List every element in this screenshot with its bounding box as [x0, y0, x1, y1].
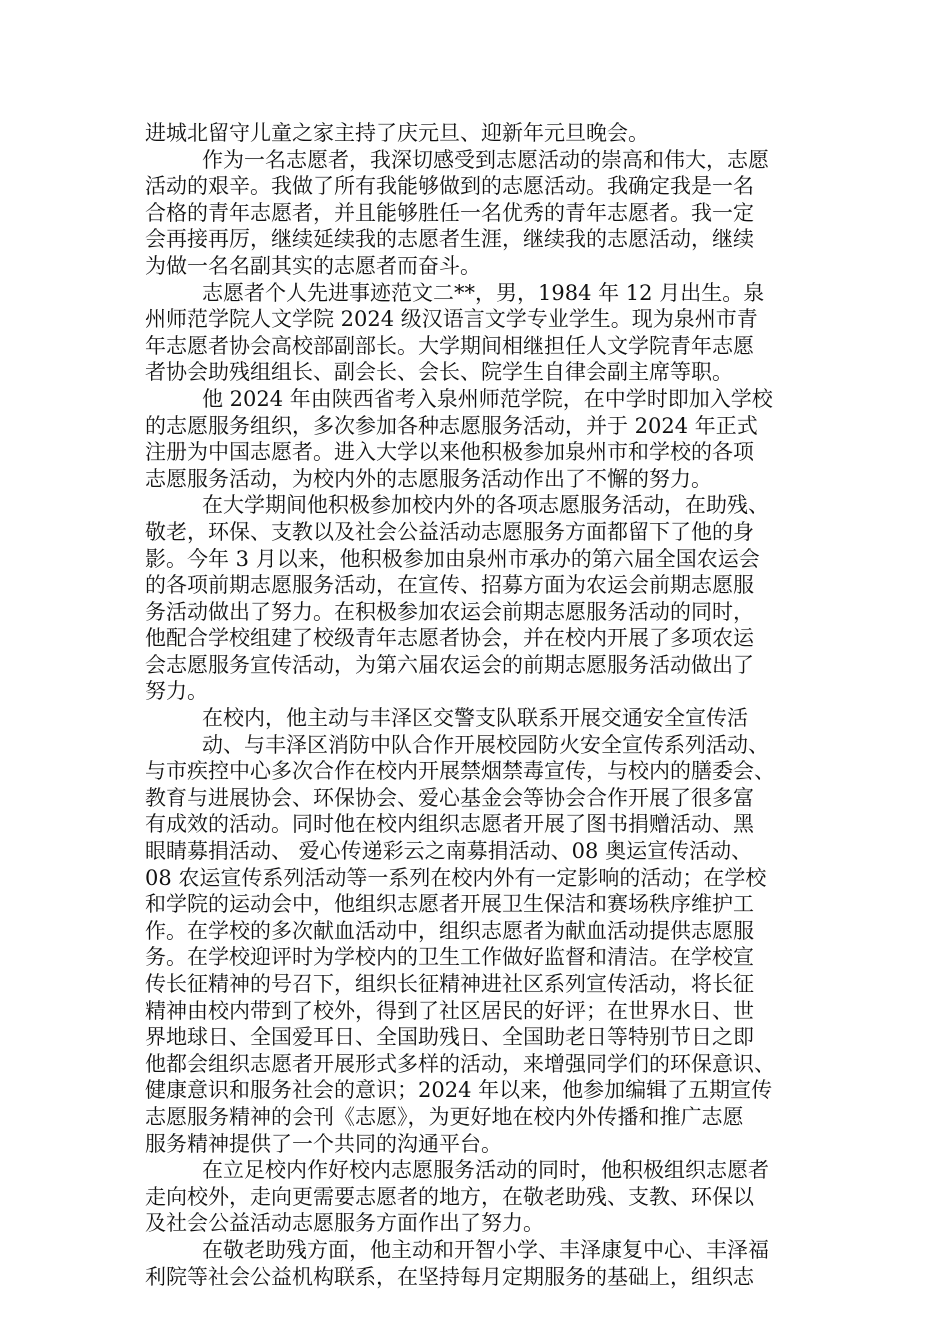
text-line: 精神由校内带到了校外，得到了社区居民的好评；在世界水日、世 [145, 998, 754, 1023]
text-line: 会再接再厉，继续延续我的志愿者生涯，继续我的志愿活动，继续 [145, 227, 754, 252]
paragraph-start-line: 作为一名志愿者，我深切感受到志愿活动的崇高和伟大，志愿 [202, 147, 769, 172]
text-line: 服务精神提供了一个共同的沟通平台。 [145, 1131, 502, 1156]
document-body [145, 120, 815, 1290]
paragraph-start-line: 在大学期间他积极参加校内外的各项志愿服务活动，在助残、 [202, 493, 769, 518]
text-line: 界地球日、全国爱耳日、全国助残日、全国助老日等特别节日之即 [145, 1025, 754, 1050]
paragraph-start-line: 在敬老助残方面，他主动和开智小学、丰泽康复中心、丰泽福 [202, 1237, 769, 1262]
text-line: 有成效的活动。同时他在校内组织志愿者开展了图书捐赠活动、黑 [145, 812, 754, 837]
text-line: 和学院的运动会中，他组织志愿者开展卫生保洁和赛场秩序维护工 [145, 892, 754, 917]
text-line: 与市疾控中心多次合作在校内开展禁烟禁毒宣传，与校内的膳委会、 [145, 759, 775, 784]
text-line: 健康意识和服务社会的意识；2024 年以来，他参加编辑了五期宣传 [145, 1078, 773, 1103]
text-line: 进城北留守儿童之家主持了庆元旦、迎新年元旦晚会。 [145, 121, 649, 145]
text-line: 走向校外，走向更需要志愿者的地方，在敬老助残、支教、环保以 [145, 1184, 754, 1209]
text-line: 活动的艰辛。我做了所有我能够做到的志愿活动。我确定我是一名 [145, 174, 754, 199]
text-line: 合格的青年志愿者，并且能够胜任一名优秀的青年志愿者。我一定 [145, 200, 754, 225]
text-line: 传长征精神的号召下，组织长征精神进社区系列宣传活动，将长征 [145, 972, 754, 996]
text-line: 注册为中国志愿者。进入大学以来他积极参加泉州市和学校的各项 [145, 440, 754, 465]
text-line: 者协会助残组组长、副会长、会长、院学生自律会副主席等职。 [145, 360, 733, 385]
text-line: 作。在学校的多次献血活动中，组织志愿者为献血活动提供志愿服 [145, 918, 754, 943]
text-line: 为做一名名副其实的志愿者而奋斗。 [145, 253, 481, 278]
text-line: 志愿服务精神的会刊《志愿》，为更好地在校内外传播和推广志愿 [145, 1104, 744, 1129]
text-line: 教育与进展协会、环保协会、爱心基金会等协会合作开展了很多富 [145, 785, 754, 810]
paragraph-start-line: 志愿者个人先进事迹范文二**，男，1984 年 12 月出生。泉 [202, 280, 765, 305]
text-line: 影。今年 3 月以来，他积极参加由泉州市承办的第六届全国农运会 [145, 546, 760, 571]
text-line: 州师范学院人文学院 2024 级汉语言文学专业学生。现为泉州市青 [145, 307, 758, 332]
text-line: 他都会组织志愿者开展形式多样的活动，来增强同学们的环保意识、 [145, 1051, 775, 1076]
text-line: 会志愿服务宣传活动，为第六届农运会的前期志愿服务活动做出了 [145, 652, 754, 677]
text-line: 敬老，环保、支教以及社会公益活动志愿服务方面都留下了他的身 [145, 519, 754, 544]
paragraph-start-line: 他 2024 年由陕西省考入泉州师范学院，在中学时即加入学校 [202, 386, 773, 411]
text-line: 及社会公益活动志愿服务方面作出了努力。 [145, 1211, 544, 1236]
text-line: 的志愿服务组织，多次参加各种志愿服务活动，并于 2024 年正式 [145, 413, 758, 438]
paragraph-start-line: 在立足校内作好校内志愿服务活动的同时，他积极组织志愿者 [202, 1158, 769, 1183]
text-line: 他配合学校组建了校级青年志愿者协会，并在校内开展了多项农运 [145, 626, 754, 651]
text-line: 08 农运宣传系列活动等一系列在校内外有一定影响的活动；在学校 [145, 865, 767, 890]
text-line: 努力。 [145, 679, 208, 704]
text-line: 志愿服务活动，为校内外的志愿服务活动作出了不懈的努力。 [145, 466, 712, 491]
text-line: 利院等社会公益机构联系，在坚持每月定期服务的基础上，组织志 [145, 1264, 754, 1289]
text-line: 务。在学校迎评时为学校内的卫生工作做好监督和清洁。在学校宣 [145, 945, 754, 970]
paragraph-start-line: 在校内，他主动与丰泽区交警支队联系开展交通安全宣传活 [202, 706, 748, 731]
text-line: 年志愿者协会高校部副部长。大学期间相继担任人文学院青年志愿 [145, 333, 754, 358]
text-line: 动、与丰泽区消防中队合作开展校园防火安全宣传系列活动、 [202, 732, 769, 757]
text-line: 的各项前期志愿服务活动，在宣传、招募方面为农运会前期志愿服 [145, 573, 754, 598]
text-line: 务活动做出了努力。在积极参加农运会前期志愿服务活动的同时， [145, 599, 754, 624]
text-line: 眼睛募捐活动、 爱心传递彩云之南募捐活动、08 奥运宣传活动、 [145, 839, 753, 864]
